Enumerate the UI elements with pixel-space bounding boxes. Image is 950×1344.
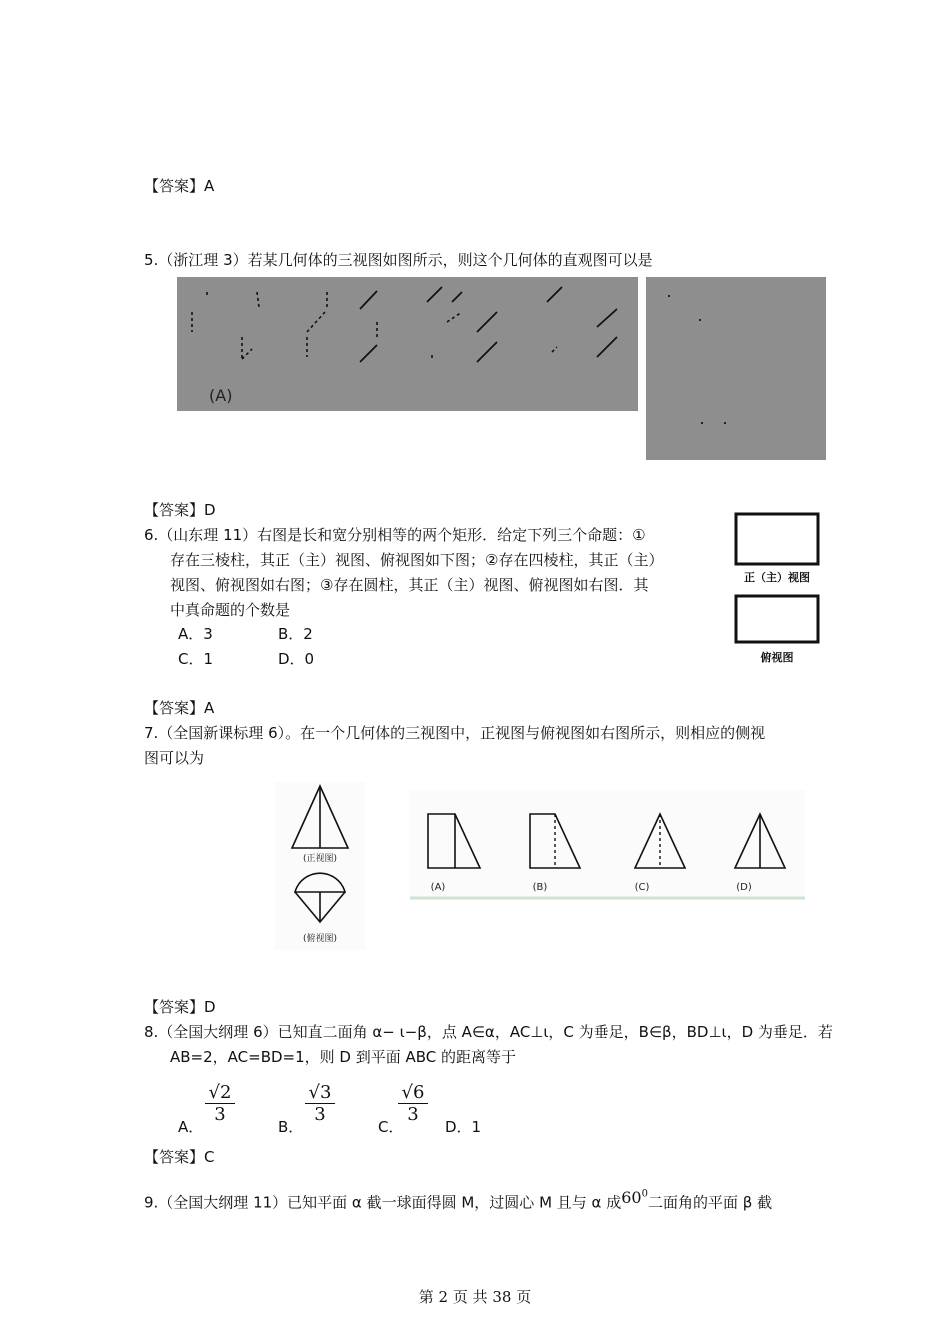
q9-text (144, 1189, 772, 1212)
q6-option-d: D．0 (278, 650, 315, 668)
q7-side-view-choices (410, 790, 805, 902)
q8-option-d: D．1 (445, 1118, 482, 1136)
q6-option-b: B．2 (278, 625, 313, 643)
q6-top-view-rect (736, 596, 818, 642)
q5-figure-options-image (177, 277, 638, 411)
q7-front-caption: (正视图) (302, 854, 338, 864)
q8-option-a-fraction (205, 1082, 235, 1125)
q8-option-c-numerator: √6 (398, 1082, 428, 1104)
q6-top-view-caption: 俯视图 (760, 651, 794, 664)
q6-figure-rectangles (728, 510, 828, 670)
q8-option-c-denominator: 3 (407, 1104, 419, 1125)
q6-line-2: 存在三棱柱，其正（主）视图、俯视图如下图；②存在四棱柱，其正（主） (170, 551, 664, 569)
q9-angle-base: 60 (621, 1188, 642, 1208)
q5-figure-label-a: (A) (209, 386, 233, 405)
q4-answer: 【答案】A (144, 177, 215, 195)
page-footer: 第 2 页 共 38 页 (418, 1288, 532, 1306)
q9-text-before: 9.（全国大纲理 11）已知平面 α 截一球面得圆 M，过圆心 M 且与 α 成 (144, 1193, 622, 1212)
q7-answer: 【答案】D (144, 998, 216, 1016)
q8-answer: 【答案】C (144, 1148, 215, 1166)
q8-option-b-label: B． (278, 1118, 304, 1136)
q8-option-c-fraction (398, 1082, 428, 1125)
q8-option-a-numerator: √2 (205, 1082, 235, 1104)
q8-option-b-numerator: √3 (305, 1082, 335, 1104)
q5-question: 5.（浙江理 3）若某几何体的三视图如图所示，则这个几何体的直观图可以是 (144, 251, 653, 269)
q7-line-1: 7.（全国新课标理 6）。在一个几何体的三视图中，正视图与俯视图如右图所示，则相应的侧视 (144, 724, 766, 742)
q8-option-b-fraction (305, 1082, 335, 1125)
q7-line-2: 图可以为 (144, 749, 205, 767)
q9-angle (621, 1188, 648, 1207)
q9-angle-sup: 0 (641, 1189, 648, 1200)
q6-answer: 【答案】A (144, 699, 215, 717)
q5-three-view-sketch (646, 277, 826, 460)
q6-front-view-rect (736, 514, 818, 564)
q6-line-1: 6.（山东理 11）右图是长和宽分别相等的两个矩形．给定下列三个命题：① (144, 526, 646, 544)
q7-front-top-views (275, 782, 365, 950)
q5-figure-sketch (177, 277, 638, 411)
q6-line-4: 中真命题的个数是 (170, 601, 291, 619)
q6-line-3: 视图、俯视图如右图；③存在圆柱，其正（主）视图、俯视图如右图．其 (170, 576, 649, 594)
q5-figure-three-view-image (646, 277, 826, 460)
q8-option-b-denominator: 3 (314, 1104, 326, 1125)
q7-choice-label-d: (D) (736, 882, 752, 893)
q7-choice-label-c: (C) (634, 882, 650, 893)
q8-option-a-label: A． (178, 1118, 204, 1136)
q8-option-a-denominator: 3 (214, 1104, 226, 1125)
q6-option-c: C．1 (178, 650, 214, 668)
q6-front-view-caption: 正（主）视图 (744, 571, 810, 584)
q8-line-1: 8.（全国大纲理 6）已知直二面角 α− ι−β，点 A∈α，AC⊥ι，C 为垂足，B∈β，BD⊥ι，D 为垂足．若 (144, 1023, 833, 1041)
q7-choice-label-a: (A) (430, 882, 446, 893)
q7-top-caption: (俯视图) (302, 934, 338, 944)
q5-answer: 【答案】D (144, 501, 216, 519)
q6-option-a: A．3 (178, 625, 213, 643)
q8-line-2: AB=2，AC=BD=1，则 D 到平面 ABC 的距离等于 (170, 1048, 517, 1066)
q7-choice-label-b: (B) (532, 882, 548, 893)
q8-option-c-label: C． (378, 1118, 404, 1136)
q9-text-after: 二面角的平面 β 截 (647, 1193, 773, 1212)
